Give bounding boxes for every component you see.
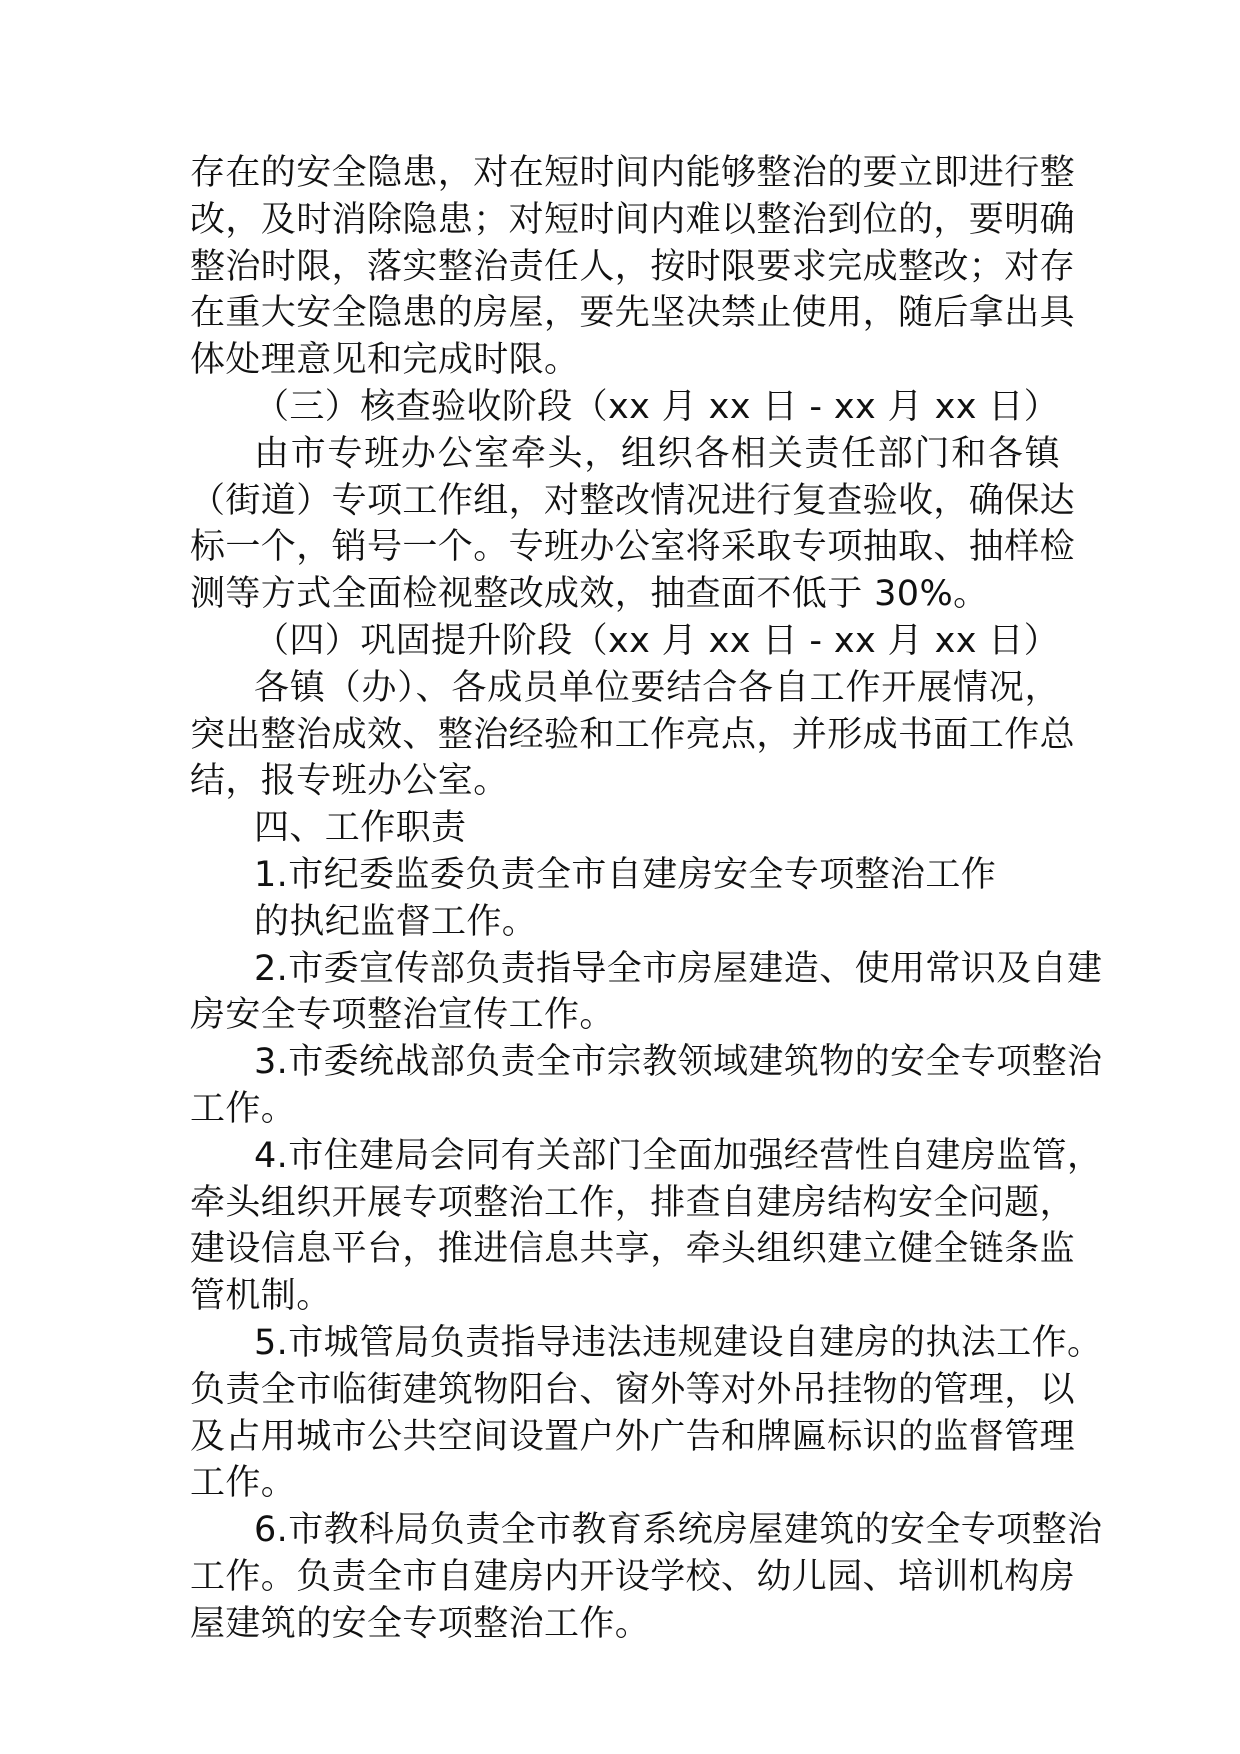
text-line: 6.市教科局负责全市教育系统房屋建筑的安全专项整治 (254, 1510, 1103, 1551)
text-line: 管机制。 (190, 1276, 332, 1317)
text-line: （三）核查验收阶段（xx 月 xx 日 - xx 月 xx 日） (254, 386, 1060, 427)
text-line: 存在的安全隐患，对在短时间内能够整治的要立即进行整 (190, 153, 1076, 193)
text-line: 建设信息平台，推进信息共享，牵头组织建立健全链条监 (190, 1229, 1076, 1270)
text-line: 四、工作职责 (254, 808, 467, 849)
text-line: 工作。 (190, 1463, 297, 1504)
text-line: 改，及时消除隐患；对短时间内难以整治到位的，要明确 (190, 199, 1076, 240)
text-line: 2.市委宣传部负责指导全市房屋建造、使用常识及自建 (254, 948, 1103, 989)
text-line: 4.市住建局会同有关部门全面加强经营性自建房监管， (254, 1135, 1103, 1176)
text-line: 结，报专班办公室。 (190, 761, 509, 802)
text-line: 由市专班办公室牵头，组织各相关责任部门和各镇 (254, 433, 1060, 474)
text-line: 工作。负责全市自建房内开设学校、幼儿园、培训机构房 (190, 1556, 1076, 1597)
text-line: 房安全专项整治宣传工作。 (190, 995, 615, 1036)
text-line: 测等方式全面检视整改成效，抽查面不低于 30%。 (190, 574, 989, 615)
document-page (190, 150, 1103, 1648)
text-line: 1.市纪委监委负责全市自建房安全专项整治工作 (254, 854, 997, 895)
text-line: 屋建筑的安全专项整治工作。 (190, 1603, 651, 1644)
text-line: 工作。 (190, 1088, 297, 1129)
text-line: （街道）专项工作组，对整改情况进行复查验收，确保达 (190, 480, 1076, 521)
text-line: 3.市委统战部负责全市宗教领域建筑物的安全专项整治 (254, 1042, 1103, 1083)
text-line: 负责全市临街建筑物阳台、窗外等对外吊挂物的管理，以 (190, 1369, 1076, 1410)
text-line: 牵头组织开展专项整治工作，排查自建房结构安全问题， (190, 1182, 1076, 1223)
text-line: 在重大安全隐患的房屋，要先坚决禁止使用，随后拿出具 (190, 293, 1076, 334)
text-line: 5.市城管局负责指导违法违规建设自建房的执法工作。 (254, 1322, 1103, 1363)
text-line: 各镇（办）、各成员单位要结合各自工作开展情况， (254, 667, 1060, 708)
text-line: 的执纪监督工作。 (254, 901, 538, 942)
text-line: 整治时限，落实整治责任人，按时限要求完成整改；对存 (190, 246, 1076, 287)
text-line: 标一个，销号一个。专班办公室将采取专项抽取、抽样检 (190, 527, 1076, 568)
text-line: 突出整治成效、整治经验和工作亮点，并形成书面工作总 (190, 714, 1076, 755)
text-line: 及占用城市公共空间设置户外广告和牌匾标识的监督管理 (190, 1416, 1076, 1457)
text-line: 体处理意见和完成时限。 (190, 340, 580, 381)
text-line: （四）巩固提升阶段（xx 月 xx 日 - xx 月 xx 日） (254, 620, 1060, 661)
